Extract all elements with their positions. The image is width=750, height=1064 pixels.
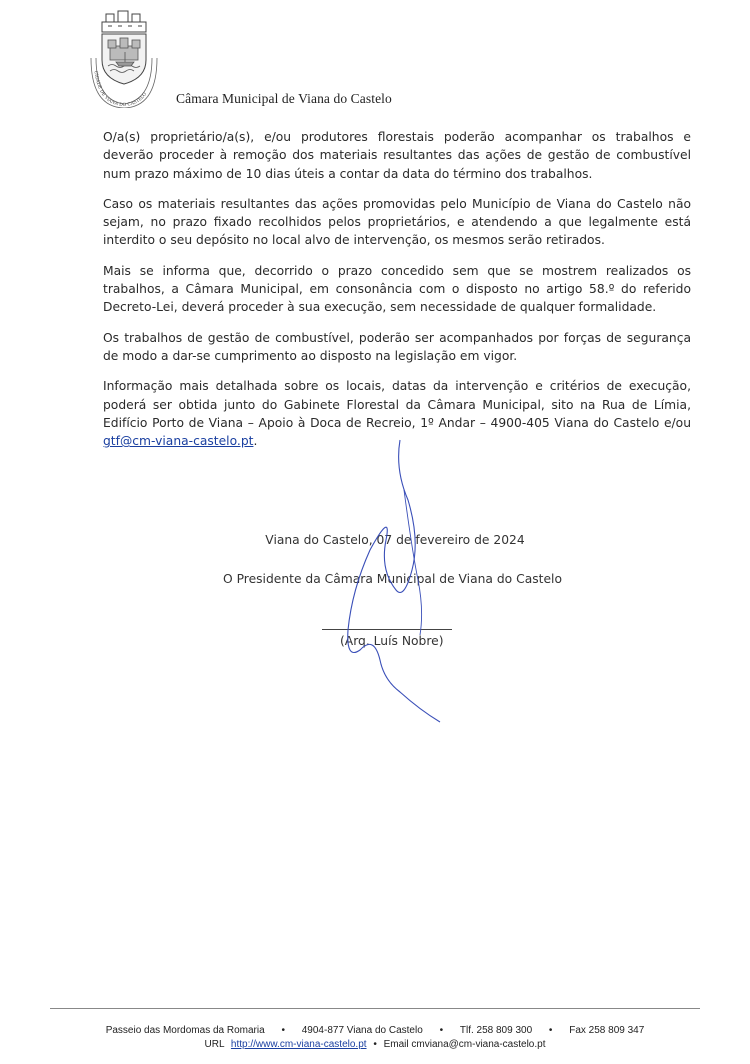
gtf-email-link[interactable]: gtf@cm-viana-castelo.pt <box>103 434 254 449</box>
footer-email: Email cmviana@cm-viana-castelo.pt <box>383 1039 546 1050</box>
footer-phone: Tlf. 258 809 300 <box>459 1025 533 1036</box>
footer-url-label: URL <box>204 1039 225 1050</box>
paragraph-3: Mais se informa que, decorrido o prazo concedido sem que se mostrem realizados os trabalhos, a Câmara Municipal, em consonância com o disposto no artigo 58.º do referido Decreto-Lei, deverá proceder à sua execução, sem necessidade de qualquer formalidade. <box>103 263 691 315</box>
paragraph-5-end: . <box>253 434 258 449</box>
footer-bullet: • <box>548 1025 553 1036</box>
footer-bullet: • <box>281 1025 285 1036</box>
footer-address-line <box>0 1025 750 1036</box>
footer-contact-line <box>0 1039 750 1050</box>
footer-address: Passeio das Mordomas da Romaria <box>105 1025 265 1036</box>
signer-title: O Presidente da Câmara Municipal de Viana do Castelo <box>223 572 562 586</box>
footer-website-link[interactable]: http://www.cm-viana-castelo.pt <box>230 1039 367 1050</box>
paragraph-2: Caso os materiais resultantes das ações promovidas pelo Município de Viana do Castelo não sejam, no prazo fixado recolhidos pelos proprietários, e atendendo a que legalmente está interdito o seu depósito no local alvo de intervenção, os mesmos serão retirados. <box>103 196 691 248</box>
place-date-text: Viana do Castelo, 07 de fevereiro de 2024 <box>265 533 525 547</box>
signer-name: (Arq. Luís Nobre) <box>340 634 444 648</box>
handwritten-signature <box>300 430 480 730</box>
paragraph-5-text: Informação mais detalhada sobre os locais, datas da intervenção e critérios de execução, poderá ser obtida junto do Gabinete Florestal da Câmara Municipal, sito na Rua de Límia, Edifício Porto de Viana – Apoio à Doca de Recreio, 1º Andar – 4900-405 Viana do Castelo e/ou <box>103 379 691 430</box>
footer-bullet: • <box>373 1039 377 1050</box>
svg-text:CIDADE DE VIANA DO CASTELO: CIDADE DE VIANA DO CASTELO <box>92 70 149 108</box>
paragraph-4: Os trabalhos de gestão de combustível, poderão ser acompanhados por forças de segurança de modo a dar-se cumprimento ao disposto na legislação em vigor. <box>103 330 691 363</box>
footer-divider <box>50 1008 700 1009</box>
footer-bullet: • <box>439 1025 444 1036</box>
footer-fax: Fax 258 809 347 <box>569 1025 645 1036</box>
institution-name: Câmara Municipal de Viana do Castelo <box>176 91 392 106</box>
paragraph-1: O/a(s) proprietário/a(s), e/ou produtores florestais poderão acompanhar os trabalhos e deverão proceder à remoção dos materiais resultantes das ações de gestão de combustível num prazo máximo de 10 dias úteis a contar da data do término dos trabalhos. <box>103 130 691 181</box>
municipal-crest-logo <box>88 8 166 108</box>
footer-postal: 4904-877 Viana do Castelo <box>301 1025 423 1036</box>
letter-body <box>103 128 691 462</box>
